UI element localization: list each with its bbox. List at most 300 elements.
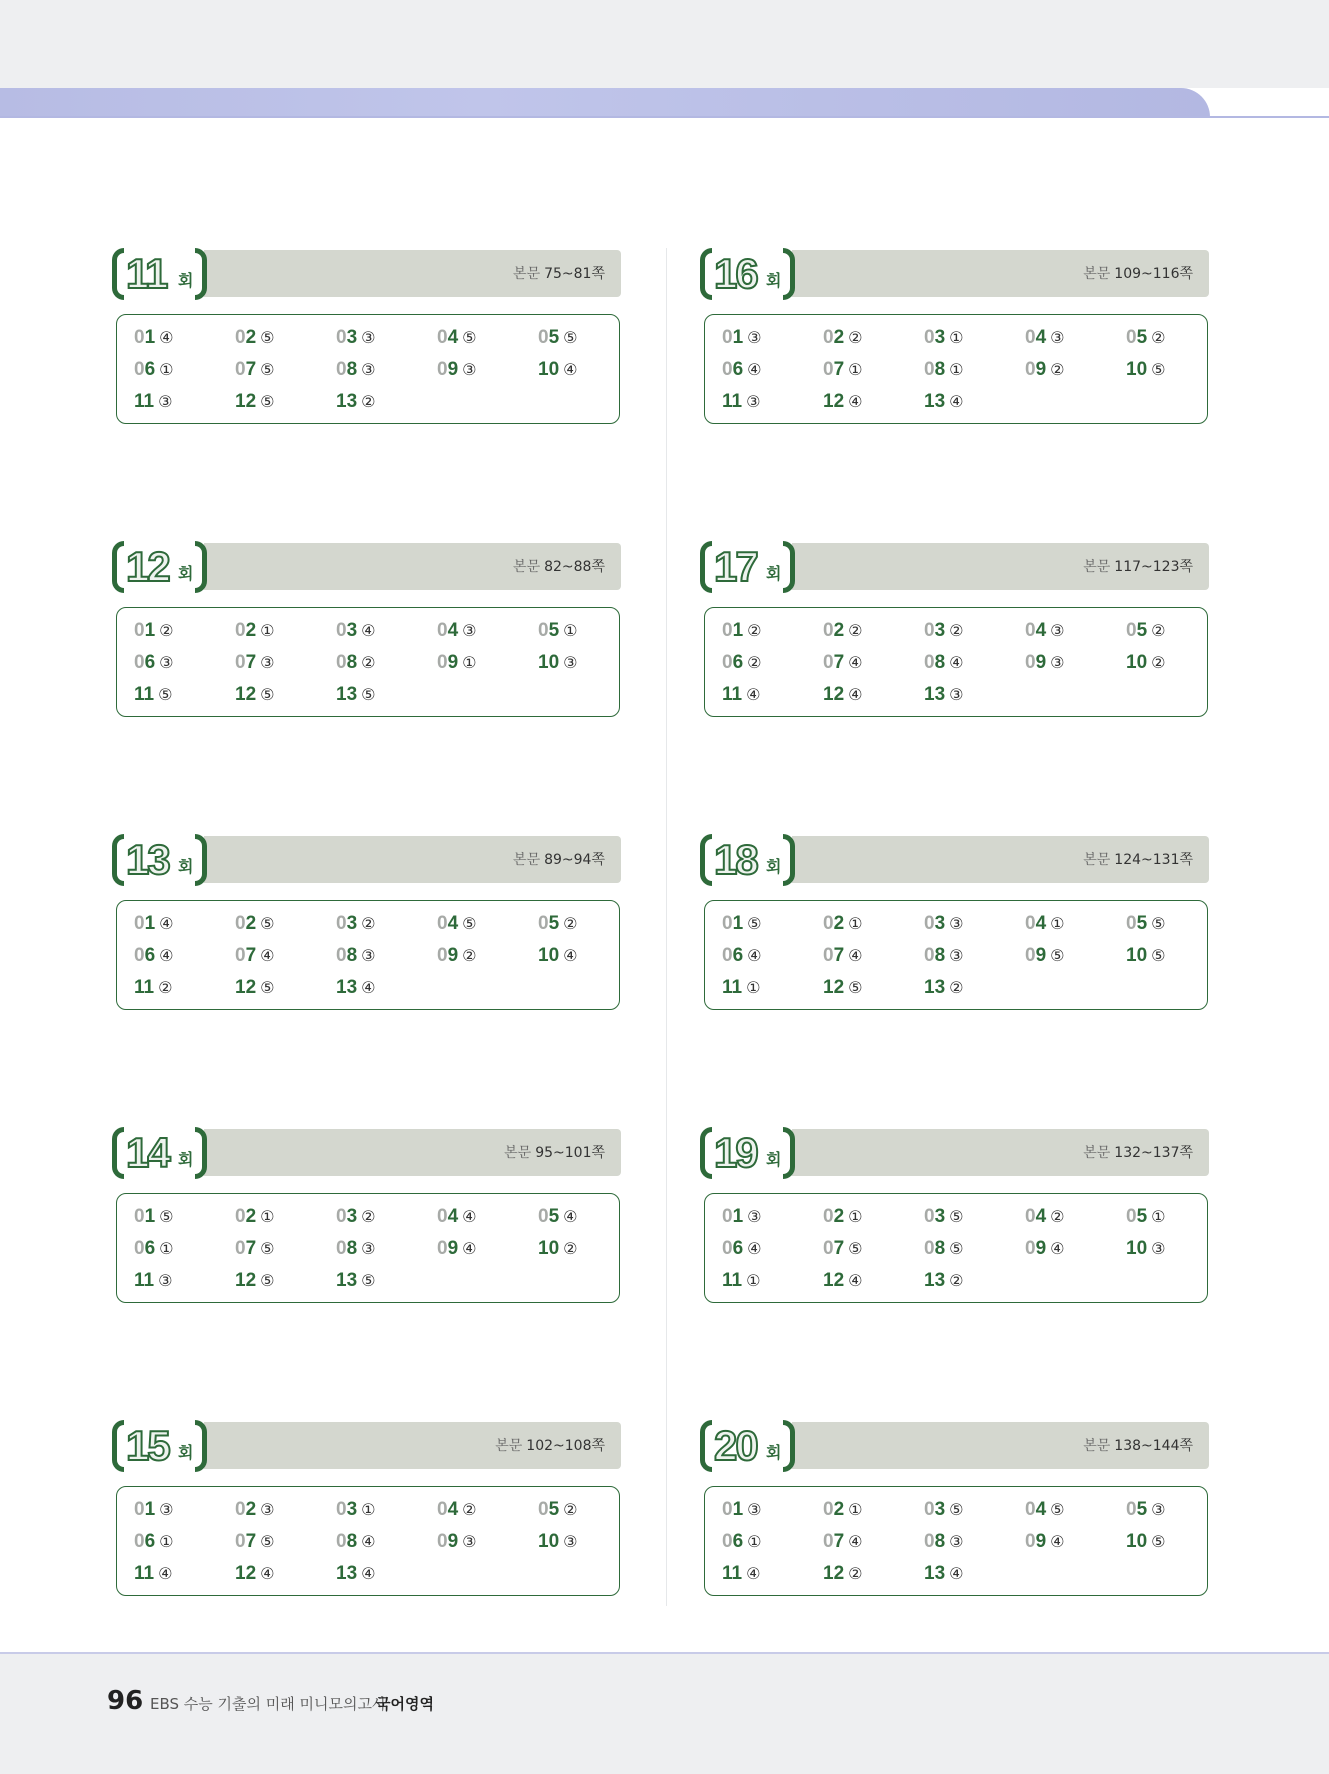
answer-item bbox=[134, 387, 229, 417]
answer-choice: ③ bbox=[361, 360, 376, 379]
question-number: 12 bbox=[235, 977, 257, 998]
answer-section bbox=[112, 1127, 622, 1307]
round-suffix: 회 bbox=[178, 857, 194, 876]
answer-choice: ② bbox=[747, 621, 762, 640]
question-number: 10 bbox=[1126, 359, 1148, 380]
question-number: 13 bbox=[336, 1270, 358, 1291]
page-range bbox=[1083, 1435, 1193, 1455]
question-number: 02 bbox=[823, 1499, 845, 1520]
answer-choice: ① bbox=[848, 1500, 863, 1519]
answer-item bbox=[134, 1527, 229, 1557]
answer-choice: ⑤ bbox=[1151, 914, 1166, 933]
page-range bbox=[1083, 849, 1193, 869]
question-number: 11 bbox=[722, 391, 743, 412]
answer-choice: ② bbox=[848, 1564, 863, 1583]
right-bracket bbox=[783, 1127, 795, 1179]
answer-item bbox=[722, 1266, 817, 1296]
answer-item bbox=[722, 387, 817, 417]
page-range-label: 본문 bbox=[504, 1145, 532, 1161]
question-number: 04 bbox=[437, 327, 459, 348]
page-range bbox=[1083, 1142, 1193, 1162]
answer-item bbox=[823, 941, 918, 971]
answer-choice: ⑤ bbox=[1151, 946, 1166, 965]
question-number: 09 bbox=[1025, 945, 1047, 966]
answer-item bbox=[1025, 941, 1120, 971]
page-range-label: 본문 bbox=[495, 1438, 523, 1454]
answer-item bbox=[134, 1266, 229, 1296]
round-suffix: 회 bbox=[178, 564, 194, 583]
answer-item bbox=[336, 1266, 431, 1296]
section-title-bar bbox=[792, 836, 1209, 883]
question-number: 09 bbox=[1025, 359, 1047, 380]
answer-choice: ③ bbox=[1050, 653, 1065, 672]
answer-section bbox=[700, 834, 1210, 1014]
answer-item bbox=[722, 973, 817, 1003]
answer-item bbox=[924, 355, 1019, 385]
right-bracket bbox=[195, 1127, 207, 1179]
question-number: 09 bbox=[437, 652, 459, 673]
answer-choice: ④ bbox=[462, 1207, 477, 1226]
answer-choice: ④ bbox=[158, 1564, 173, 1583]
question-number: 01 bbox=[722, 327, 744, 348]
right-bracket bbox=[195, 248, 207, 300]
question-number: 11 bbox=[722, 1563, 743, 1584]
answer-item bbox=[538, 1202, 633, 1232]
question-number: 11 bbox=[134, 1563, 155, 1584]
answer-choice: ① bbox=[848, 914, 863, 933]
question-number: 10 bbox=[1126, 652, 1148, 673]
answer-choice: ③ bbox=[260, 653, 275, 672]
question-number: 04 bbox=[437, 1206, 459, 1227]
round-number: 13 bbox=[126, 836, 169, 883]
question-number: 12 bbox=[823, 977, 845, 998]
question-number: 03 bbox=[924, 1499, 946, 1520]
answer-choice: ⑤ bbox=[949, 1239, 964, 1258]
question-number: 03 bbox=[924, 1206, 946, 1227]
question-number: 03 bbox=[336, 1206, 358, 1227]
page-range-label: 본문 bbox=[513, 852, 541, 868]
answer-choice: ④ bbox=[1050, 1532, 1065, 1551]
answer-item bbox=[336, 616, 431, 646]
page-range-label: 본문 bbox=[1083, 852, 1111, 868]
answer-box bbox=[116, 314, 620, 424]
answer-choice: ② bbox=[949, 621, 964, 640]
question-number: 08 bbox=[336, 1238, 358, 1259]
answer-item bbox=[823, 648, 918, 678]
round-suffix: 회 bbox=[766, 1443, 782, 1462]
answer-item bbox=[134, 1559, 229, 1589]
book-title: EBS 수능 기출의 미래 미니모의고사 bbox=[150, 1695, 387, 1713]
answer-item bbox=[1025, 1527, 1120, 1557]
answer-item bbox=[235, 1266, 330, 1296]
answer-choice: ① bbox=[746, 978, 761, 997]
question-number: 11 bbox=[134, 977, 155, 998]
question-number: 01 bbox=[134, 1206, 156, 1227]
answer-choice: ① bbox=[159, 360, 174, 379]
answer-choice: ② bbox=[1151, 328, 1166, 347]
page-range-label: 본문 bbox=[1083, 559, 1111, 575]
page-range-value: 132~137쪽 bbox=[1114, 1145, 1193, 1161]
question-number: 07 bbox=[235, 945, 257, 966]
answer-choice: ③ bbox=[1050, 621, 1065, 640]
question-number: 07 bbox=[823, 359, 845, 380]
answer-choice: ⑤ bbox=[159, 1207, 174, 1226]
question-number: 07 bbox=[235, 1238, 257, 1259]
answer-choice: ② bbox=[949, 978, 964, 997]
answer-item bbox=[924, 616, 1019, 646]
question-number: 01 bbox=[134, 620, 156, 641]
question-number: 08 bbox=[924, 1238, 946, 1259]
answer-choice: ② bbox=[1151, 621, 1166, 640]
answer-choice: ④ bbox=[563, 360, 578, 379]
answer-choice: ④ bbox=[848, 1532, 863, 1551]
round-number: 11 bbox=[126, 250, 167, 297]
section-title-bar bbox=[792, 543, 1209, 590]
answer-choice: ① bbox=[747, 1532, 762, 1551]
question-number: 01 bbox=[722, 913, 744, 934]
question-number: 05 bbox=[538, 1206, 560, 1227]
question-number: 01 bbox=[722, 1206, 744, 1227]
answer-box bbox=[704, 607, 1208, 717]
question-number: 12 bbox=[235, 1563, 257, 1584]
left-bracket bbox=[112, 1420, 124, 1472]
question-number: 10 bbox=[538, 1531, 560, 1552]
question-number: 13 bbox=[924, 1563, 946, 1584]
answer-section bbox=[700, 1420, 1210, 1600]
answer-choice: ② bbox=[563, 914, 578, 933]
question-number: 01 bbox=[134, 913, 156, 934]
left-bracket bbox=[112, 541, 124, 593]
answer-choice: ④ bbox=[949, 653, 964, 672]
answer-item bbox=[336, 1527, 431, 1557]
answer-item bbox=[823, 1234, 918, 1264]
question-number: 04 bbox=[1025, 1206, 1047, 1227]
right-bracket bbox=[783, 248, 795, 300]
answer-box bbox=[116, 1486, 620, 1596]
answer-choice: ③ bbox=[1151, 1239, 1166, 1258]
answer-choice: ⑤ bbox=[462, 328, 477, 347]
answer-item bbox=[437, 1202, 532, 1232]
answer-item bbox=[538, 1495, 633, 1525]
answer-item bbox=[823, 1559, 918, 1589]
answer-item bbox=[823, 909, 918, 939]
left-bracket bbox=[700, 834, 712, 886]
answer-choice: ② bbox=[563, 1500, 578, 1519]
answer-choice: ① bbox=[260, 1207, 275, 1226]
answer-item bbox=[235, 323, 330, 353]
answer-item bbox=[134, 941, 229, 971]
header-line bbox=[0, 116, 1329, 118]
question-number: 07 bbox=[823, 1531, 845, 1552]
question-number: 10 bbox=[1126, 1238, 1148, 1259]
answer-item bbox=[336, 680, 431, 710]
answer-item bbox=[722, 1527, 817, 1557]
answer-item bbox=[538, 355, 633, 385]
answer-item bbox=[336, 355, 431, 385]
answer-box bbox=[116, 607, 620, 717]
answer-item bbox=[823, 680, 918, 710]
answer-choice: ④ bbox=[848, 653, 863, 672]
page-range bbox=[1083, 556, 1193, 576]
question-number: 10 bbox=[538, 945, 560, 966]
question-number: 09 bbox=[1025, 1238, 1047, 1259]
answer-choice: ④ bbox=[848, 392, 863, 411]
answer-choice: ③ bbox=[949, 1532, 964, 1551]
answer-item bbox=[1126, 1202, 1221, 1232]
question-number: 08 bbox=[924, 652, 946, 673]
answer-item bbox=[722, 355, 817, 385]
answer-item bbox=[722, 680, 817, 710]
question-number: 05 bbox=[1126, 620, 1148, 641]
answer-choice: ① bbox=[361, 1500, 376, 1519]
answer-choice: ③ bbox=[563, 653, 578, 672]
page-range-value: 95~101쪽 bbox=[535, 1145, 605, 1161]
answer-choice: ④ bbox=[1050, 1239, 1065, 1258]
section-title-bar bbox=[792, 1422, 1209, 1469]
question-number: 13 bbox=[336, 391, 358, 412]
question-number: 12 bbox=[823, 1563, 845, 1584]
question-number: 04 bbox=[1025, 1499, 1047, 1520]
answer-box bbox=[704, 1193, 1208, 1303]
question-number: 08 bbox=[336, 652, 358, 673]
question-number: 09 bbox=[1025, 1531, 1047, 1552]
question-number: 12 bbox=[823, 1270, 845, 1291]
question-number: 02 bbox=[235, 913, 257, 934]
question-number: 07 bbox=[823, 652, 845, 673]
question-number: 03 bbox=[336, 1499, 358, 1520]
answer-item bbox=[437, 1234, 532, 1264]
answer-item bbox=[235, 1559, 330, 1589]
answer-item bbox=[722, 1559, 817, 1589]
page-range bbox=[513, 263, 605, 283]
answer-item bbox=[924, 909, 1019, 939]
question-number: 07 bbox=[823, 945, 845, 966]
answer-section bbox=[112, 834, 622, 1014]
question-number: 11 bbox=[722, 1270, 743, 1291]
page-range-value: 75~81쪽 bbox=[544, 266, 605, 282]
page-range-value: 124~131쪽 bbox=[1114, 852, 1193, 868]
answer-choice: ⑤ bbox=[1151, 1532, 1166, 1551]
round-suffix: 회 bbox=[766, 271, 782, 290]
answer-item bbox=[722, 648, 817, 678]
answer-choice: ⑤ bbox=[260, 685, 275, 704]
answer-choice: ② bbox=[361, 1207, 376, 1226]
answer-item bbox=[1126, 355, 1221, 385]
answer-item bbox=[722, 909, 817, 939]
answer-choice: ② bbox=[361, 392, 376, 411]
question-number: 04 bbox=[1025, 913, 1047, 934]
answer-item bbox=[1126, 323, 1221, 353]
answer-choice: ② bbox=[361, 914, 376, 933]
answer-item bbox=[336, 1234, 431, 1264]
answer-choice: ④ bbox=[747, 360, 762, 379]
answer-choice: ④ bbox=[949, 392, 964, 411]
answer-section bbox=[112, 1420, 622, 1600]
answer-choice: ④ bbox=[159, 328, 174, 347]
question-number: 01 bbox=[134, 327, 156, 348]
question-number: 04 bbox=[437, 1499, 459, 1520]
answer-item bbox=[538, 1527, 633, 1557]
answer-choice: ⑤ bbox=[747, 914, 762, 933]
round-number: 19 bbox=[714, 1129, 757, 1176]
answer-item bbox=[538, 648, 633, 678]
answer-item bbox=[722, 1234, 817, 1264]
question-number: 04 bbox=[1025, 327, 1047, 348]
answer-choice: ③ bbox=[462, 1532, 477, 1551]
question-number: 01 bbox=[722, 620, 744, 641]
page-range bbox=[1083, 263, 1193, 283]
answer-item bbox=[924, 1495, 1019, 1525]
question-number: 06 bbox=[134, 1238, 156, 1259]
question-number: 12 bbox=[823, 391, 845, 412]
header-stripe bbox=[0, 88, 1210, 117]
answer-choice: ④ bbox=[361, 621, 376, 640]
answer-choice: ① bbox=[159, 1532, 174, 1551]
question-number: 08 bbox=[336, 359, 358, 380]
book-subject: 국어영역 bbox=[376, 1695, 434, 1713]
answer-choice: ③ bbox=[1050, 328, 1065, 347]
question-number: 06 bbox=[134, 1531, 156, 1552]
answer-item bbox=[134, 1202, 229, 1232]
answer-item bbox=[823, 1202, 918, 1232]
question-number: 06 bbox=[134, 652, 156, 673]
answer-choice: ④ bbox=[361, 978, 376, 997]
answer-item bbox=[1025, 1202, 1120, 1232]
answer-choice: ④ bbox=[747, 946, 762, 965]
answer-choice: ⑤ bbox=[563, 328, 578, 347]
question-number: 05 bbox=[538, 620, 560, 641]
section-title-bar bbox=[204, 1129, 621, 1176]
answer-choice: ② bbox=[1050, 1207, 1065, 1226]
answer-choice: ⑤ bbox=[158, 685, 173, 704]
answer-item bbox=[924, 1527, 1019, 1557]
answer-choice: ② bbox=[949, 1271, 964, 1290]
question-number: 11 bbox=[722, 684, 743, 705]
question-number: 02 bbox=[235, 620, 257, 641]
answer-choice: ⑤ bbox=[260, 1239, 275, 1258]
answer-item bbox=[134, 973, 229, 1003]
question-number: 12 bbox=[235, 684, 257, 705]
round-number: 20 bbox=[714, 1422, 757, 1469]
question-number: 08 bbox=[336, 1531, 358, 1552]
round-number: 15 bbox=[126, 1422, 169, 1469]
answer-choice: ④ bbox=[361, 1564, 376, 1583]
answer-item bbox=[823, 387, 918, 417]
question-number: 08 bbox=[336, 945, 358, 966]
question-number: 13 bbox=[336, 977, 358, 998]
right-bracket bbox=[195, 541, 207, 593]
left-bracket bbox=[700, 248, 712, 300]
question-number: 06 bbox=[722, 359, 744, 380]
answer-item bbox=[722, 1495, 817, 1525]
answer-section bbox=[700, 248, 1210, 428]
answer-choice: ③ bbox=[159, 653, 174, 672]
answer-choice: ⑤ bbox=[260, 978, 275, 997]
answer-choice: ③ bbox=[949, 685, 964, 704]
question-number: 01 bbox=[134, 1499, 156, 1520]
question-number: 02 bbox=[235, 1499, 257, 1520]
question-number: 10 bbox=[538, 359, 560, 380]
left-bracket bbox=[700, 1420, 712, 1472]
question-number: 11 bbox=[134, 684, 155, 705]
answer-choice: ① bbox=[949, 360, 964, 379]
question-number: 07 bbox=[823, 1238, 845, 1259]
section-title-bar bbox=[792, 250, 1209, 297]
right-bracket bbox=[195, 834, 207, 886]
answer-item bbox=[235, 909, 330, 939]
answer-item bbox=[235, 355, 330, 385]
question-number: 07 bbox=[235, 359, 257, 380]
answer-choice: ③ bbox=[361, 1239, 376, 1258]
answer-choice: ③ bbox=[159, 1500, 174, 1519]
answer-choice: ④ bbox=[563, 1207, 578, 1226]
answer-item bbox=[134, 1495, 229, 1525]
answer-choice: ④ bbox=[260, 1564, 275, 1583]
answer-choice: ① bbox=[949, 328, 964, 347]
answer-choice: ① bbox=[159, 1239, 174, 1258]
question-number: 03 bbox=[336, 620, 358, 641]
answer-item bbox=[336, 648, 431, 678]
question-number: 09 bbox=[437, 1238, 459, 1259]
answer-item bbox=[134, 616, 229, 646]
round-suffix: 회 bbox=[766, 1150, 782, 1169]
answer-item bbox=[134, 680, 229, 710]
answer-choice: ④ bbox=[563, 946, 578, 965]
question-number: 02 bbox=[823, 913, 845, 934]
question-number: 06 bbox=[722, 1238, 744, 1259]
answer-item bbox=[924, 1202, 1019, 1232]
answer-item bbox=[538, 616, 633, 646]
answer-item bbox=[437, 355, 532, 385]
answer-choice: ② bbox=[848, 328, 863, 347]
answer-box bbox=[704, 314, 1208, 424]
answer-choice: ② bbox=[848, 621, 863, 640]
page-range-value: 138~144쪽 bbox=[1114, 1438, 1193, 1454]
right-bracket bbox=[783, 541, 795, 593]
left-bracket bbox=[112, 834, 124, 886]
answer-item bbox=[437, 1495, 532, 1525]
question-number: 03 bbox=[924, 620, 946, 641]
answer-item bbox=[437, 909, 532, 939]
page-range-value: 117~123쪽 bbox=[1114, 559, 1193, 575]
question-number: 12 bbox=[235, 391, 257, 412]
answer-choice: ① bbox=[1151, 1207, 1166, 1226]
answer-item bbox=[437, 1527, 532, 1557]
page-range-label: 본문 bbox=[513, 559, 541, 575]
answer-item bbox=[235, 648, 330, 678]
question-number: 05 bbox=[1126, 913, 1148, 934]
answer-item bbox=[235, 1495, 330, 1525]
question-number: 05 bbox=[538, 327, 560, 348]
answer-section bbox=[700, 1127, 1210, 1307]
answer-item bbox=[235, 1202, 330, 1232]
answer-item bbox=[1025, 909, 1120, 939]
question-number: 08 bbox=[924, 1531, 946, 1552]
round-suffix: 회 bbox=[178, 271, 194, 290]
answer-box bbox=[116, 1193, 620, 1303]
answer-item bbox=[924, 1559, 1019, 1589]
answer-choice: ② bbox=[361, 653, 376, 672]
answer-item bbox=[235, 1234, 330, 1264]
answer-item bbox=[924, 387, 1019, 417]
answer-item bbox=[538, 1234, 633, 1264]
answer-item bbox=[134, 648, 229, 678]
question-number: 06 bbox=[722, 652, 744, 673]
top-band bbox=[0, 0, 1329, 88]
answer-choice: ② bbox=[159, 621, 174, 640]
answer-choice: ⑤ bbox=[1151, 360, 1166, 379]
answer-choice: ② bbox=[158, 978, 173, 997]
